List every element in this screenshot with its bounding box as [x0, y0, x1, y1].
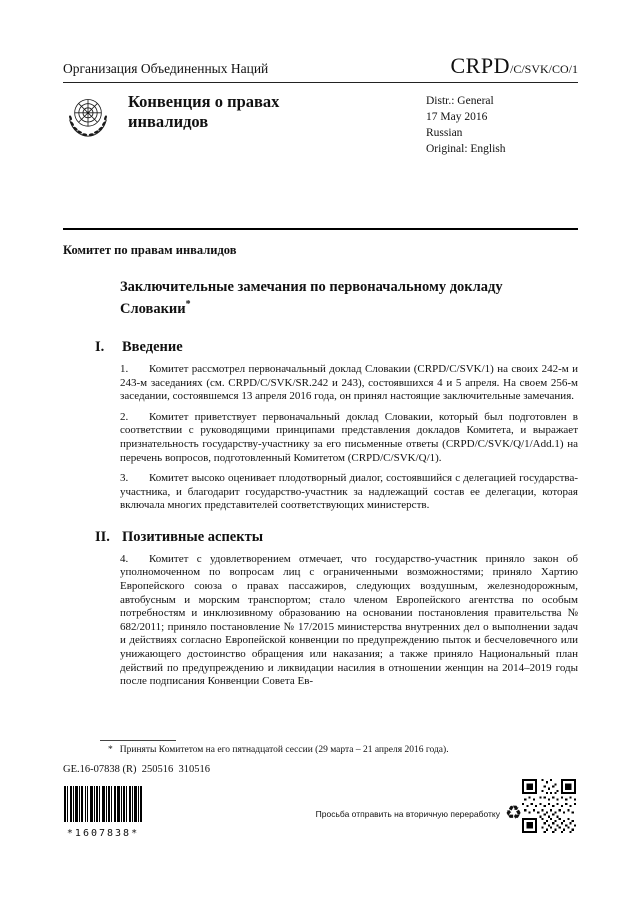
- paragraph-1: [120, 363, 578, 404]
- paragraph-number: 2.: [120, 410, 129, 423]
- section-numeral: II.: [95, 528, 110, 545]
- paragraph-number: 4.: [120, 552, 129, 565]
- paragraph-number: 3.: [120, 472, 129, 485]
- section-heading-positive-aspects: [95, 529, 578, 546]
- masthead-top: [63, 53, 578, 83]
- section-numeral: I.: [95, 338, 105, 355]
- document-title: [120, 278, 530, 319]
- footnote-divider: [100, 740, 176, 741]
- language-line: Russian: [426, 126, 463, 139]
- un-emblem-icon: [63, 92, 113, 142]
- document-symbol: [451, 53, 579, 79]
- section-heading-introduction: [95, 339, 578, 356]
- footnote-text: Приняты Комитетом на его пятнадцатой сессии (29 марта – 21 апреля 2016 года).: [119, 745, 449, 755]
- committee-heading: Комитет по правам инвалидов: [63, 243, 237, 257]
- paragraph-2: [120, 411, 578, 465]
- paragraph-text: Комитет высоко оценивает плодотворный диалог, состоявшийся с делегацией государства-участника, и благодарит государство-участник за надлежащий состав ее делегации, которая включала многих представителей соответствующих министерств.: [120, 472, 578, 512]
- paragraph-text: Комитет с удовлетворением отмечает, что государство-участник приняло закон об уполномоченном по вопросам лиц с ограниченными возможностями; приняло Хартию Европейского союза о правах пассажиров, следующих воздушным, железнодорожным, автобусным и морским транспортом; стало членом Европейского агентства по особым потребностям и инклюзивному образованию на основании постановления правительства № 682/2011; приняло постановление № 17/2015 министерства внутренних дел о выполнении задач и действиях согласно Европейской конвенции по предупреждению пыток и бесчеловечного или унижающего достоинство обращения или наказания; а также приняло Национальный план действий по предупреждению и ликвидации насилия в отношении женщин на 2014–2019 годы после подписания Конвенции Совета Ев-: [120, 552, 578, 688]
- date-line: 17 May 2016: [426, 110, 488, 123]
- convention-title: Конвенция о правах инвалидов: [128, 92, 280, 131]
- original-language-line: Original: English: [426, 142, 506, 155]
- document-symbol-suffix: /C/SVK/CO/1: [509, 62, 578, 76]
- recycle-text: Просьба отправить на вторичную переработку: [315, 808, 500, 819]
- footnote: [100, 740, 578, 757]
- paragraph-text: Комитет приветствует первоначальный доклад Словакии, который был подготовлен в соответствии с руководящими принципами представления докладов Комитета, и выражает признательность государству-участнику за его письменные ответы (CRPD/C/SVK/Q/1/Add.1) на перечень вопросов, подготовленный Комитетом (CRPD/C/SVK/Q/1).: [120, 410, 578, 464]
- section-title: Позитивные аспекты: [122, 528, 264, 545]
- ge-document-number: GE.16-07838 (R) 250516 310516: [63, 764, 210, 775]
- barcode: [64, 786, 142, 822]
- recycle-icon: ♻: [504, 803, 522, 824]
- org-name: Организация Объединенных Наций: [63, 61, 269, 76]
- recycle-note: [280, 804, 522, 823]
- barcode-block: [63, 786, 143, 839]
- distr-line: Distr.: General: [426, 95, 494, 107]
- barcode-label: *1607838*: [66, 828, 140, 839]
- paragraph-4: [120, 553, 578, 689]
- footnote-line: [100, 745, 578, 757]
- masthead-mid: [63, 83, 578, 230]
- paragraph-number: 1.: [120, 362, 129, 375]
- footnote-marker: *: [108, 745, 113, 755]
- document-title-text: Заключительные замечания по первоначальному докладу Словакии: [120, 279, 503, 317]
- qr-code: [522, 779, 576, 838]
- paragraph-3: [120, 472, 578, 513]
- footnote-reference-marker: *: [185, 298, 191, 310]
- document-symbol-prefix: CRPD: [450, 53, 510, 78]
- distribution-block: [426, 92, 578, 157]
- paragraph-text: Комитет рассмотрел первоначальный доклад Словакии (CRPD/C/SVK/1) на своих 242-м и 243-м заседаниях (см. CRPD/C/SVK/SR.242 и 243), состоявшихся 4 и 5 апреля. На своем 256-м заседании, состоявшемся 13 апреля 2016 года, он принял настоящие заключительные замечания.: [120, 362, 578, 403]
- section-title: Введение: [122, 338, 183, 355]
